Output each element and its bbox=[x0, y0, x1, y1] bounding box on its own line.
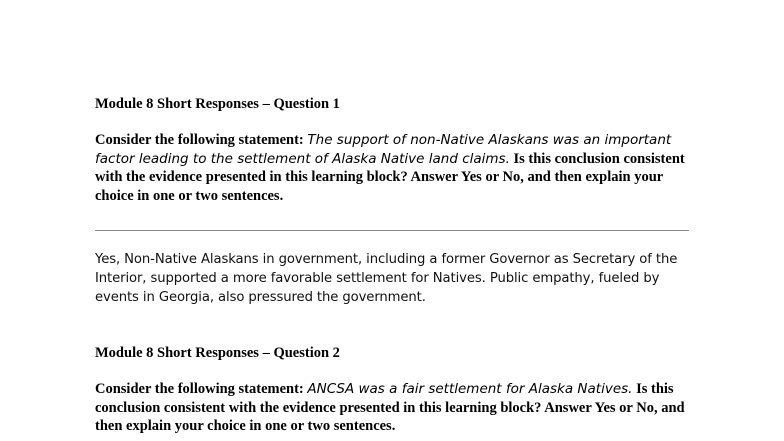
question-1-answer: Yes, Non-Native Alaskans in government, including a former Governor as Secretary of the Interior, supported a more favorable settlement for Natives. Public empathy, fueled by events in Georgia, also pressured the government. bbox=[95, 252, 678, 305]
question-2-instruction: Is this conclusion consistent with the evidence presented in this learning block? Answer Yes or No, and then explain your choice in one or two sentences. bbox=[95, 381, 685, 434]
question-1-instruction: Is this conclusion consistent with the evidence presented in this learning block? Answer Yes or No, and then explain your choice in one or two sentences. bbox=[95, 150, 685, 204]
question-1-heading: Module 8 Short Responses – Question 1 bbox=[95, 96, 340, 112]
question-2-statement: ANCSA was a fair settlement for Alaska Natives. bbox=[307, 381, 633, 397]
question-1-lead: Consider the following statement: bbox=[95, 132, 308, 148]
question-2-lead: Consider the following statement: bbox=[95, 381, 308, 397]
question-1-prompt bbox=[95, 131, 705, 205]
answer-divider bbox=[95, 230, 689, 231]
question-2-prompt bbox=[95, 380, 705, 436]
question-2-heading: Module 8 Short Responses – Question 2 bbox=[95, 345, 340, 361]
question-1-statement: The support of non-Native Alaskans was an important factor leading to the settlement of Alaska Native land claims. bbox=[95, 132, 672, 167]
